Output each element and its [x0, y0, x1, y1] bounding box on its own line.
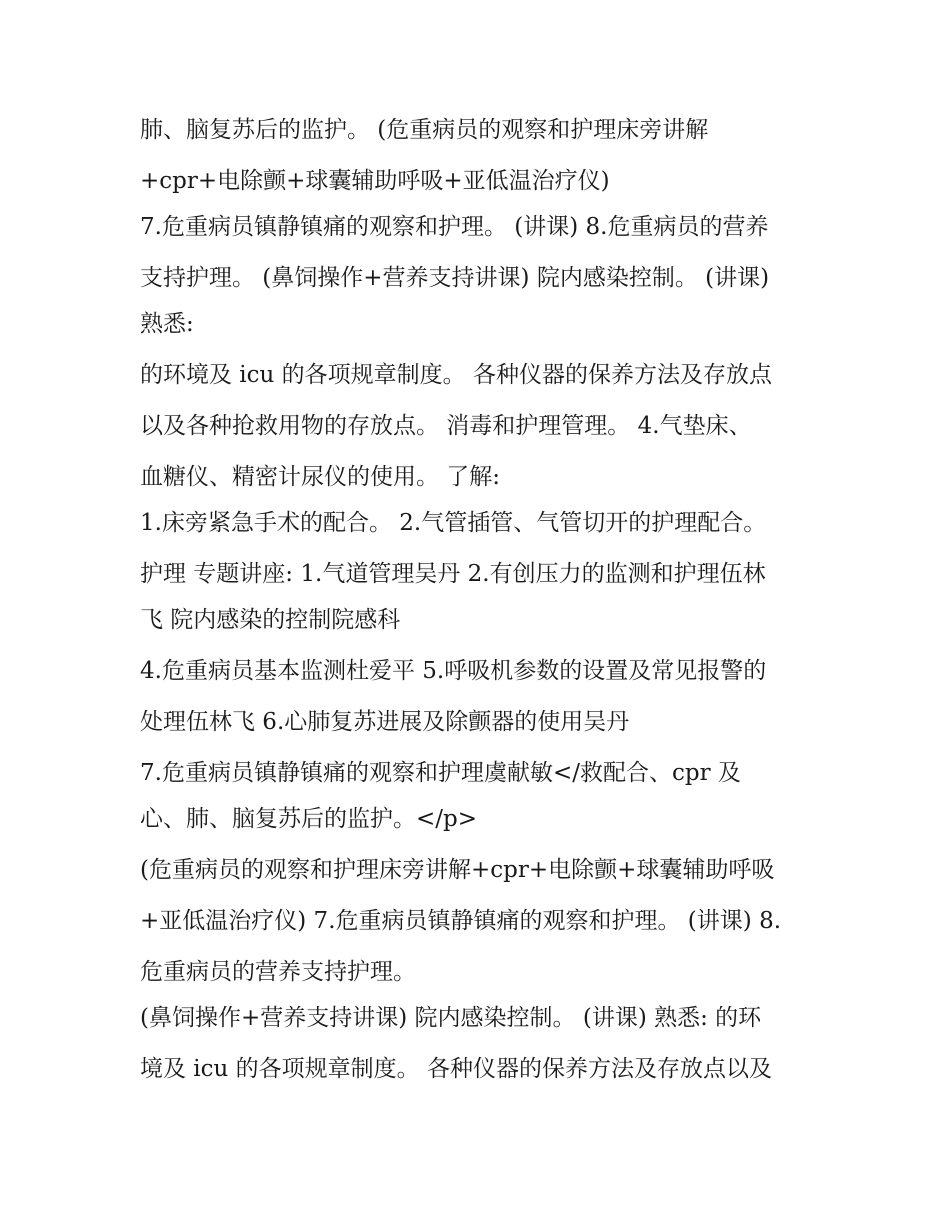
text-line: +cpr+电除颤+球囊辅助呼吸+亚低温治疗仪)	[140, 168, 610, 194]
text-line: 7.危重病员镇静镇痛的观察和护理。 (讲课) 8.危重病员的营养	[140, 214, 769, 240]
text-line: 以及各种抢救用物的存放点。 消毒和护理管理。 4.气垫床、	[140, 413, 752, 439]
text-line: 支持护理。 (鼻饲操作+营养支持讲课) 院内感染控制。 (讲课)	[140, 265, 770, 291]
text-line: 7.危重病员镇静镇痛的观察和护理虞献敏</救配合、cpr 及	[140, 760, 741, 786]
text-line: 境及 icu 的各项规章制度。 各种仪器的保养方法及存放点以及	[140, 1056, 772, 1082]
text-line: 处理伍林飞 6.心肺复苏进展及除颤器的使用吴丹	[140, 709, 630, 735]
text-line: 飞 院内感染的控制院感科	[140, 607, 401, 633]
text-line: 血糖仪、精密计尿仪的使用。 了解:	[140, 464, 501, 490]
text-line: 危重病员的营养支持护理。	[140, 959, 416, 985]
text-line: 4.危重病员基本监测杜爱平 5.呼吸机参数的设置及常见报警的	[140, 658, 767, 684]
text-line: 的环境及 icu 的各项规章制度。 各种仪器的保养方法及存放点	[140, 362, 772, 388]
text-line: 1.床旁紧急手术的配合。 2.气管插管、气管切开的护理配合。	[140, 510, 767, 536]
text-line: 护理 专题讲座: 1.气道管理吴丹 2.有创压力的监测和护理伍林	[140, 561, 766, 587]
document-body	[140, 106, 820, 1096]
text-line: +亚低温治疗仪) 7.危重病员镇静镇痛的观察和护理。 (讲课) 8.	[140, 908, 782, 934]
text-line: 熟悉:	[140, 311, 194, 337]
text-line: 肺、脑复苏后的监护。 (危重病员的观察和护理床旁讲解	[140, 117, 709, 143]
text-line: 心、肺、脑复苏后的监护。</p>	[140, 806, 478, 832]
text-line: (危重病员的观察和护理床旁讲解+cpr+电除颤+球囊辅助呼吸	[140, 857, 775, 883]
text-line: (鼻饲操作+营养支持讲课) 院内感染控制。 (讲课) 熟悉: 的环	[140, 1005, 762, 1031]
